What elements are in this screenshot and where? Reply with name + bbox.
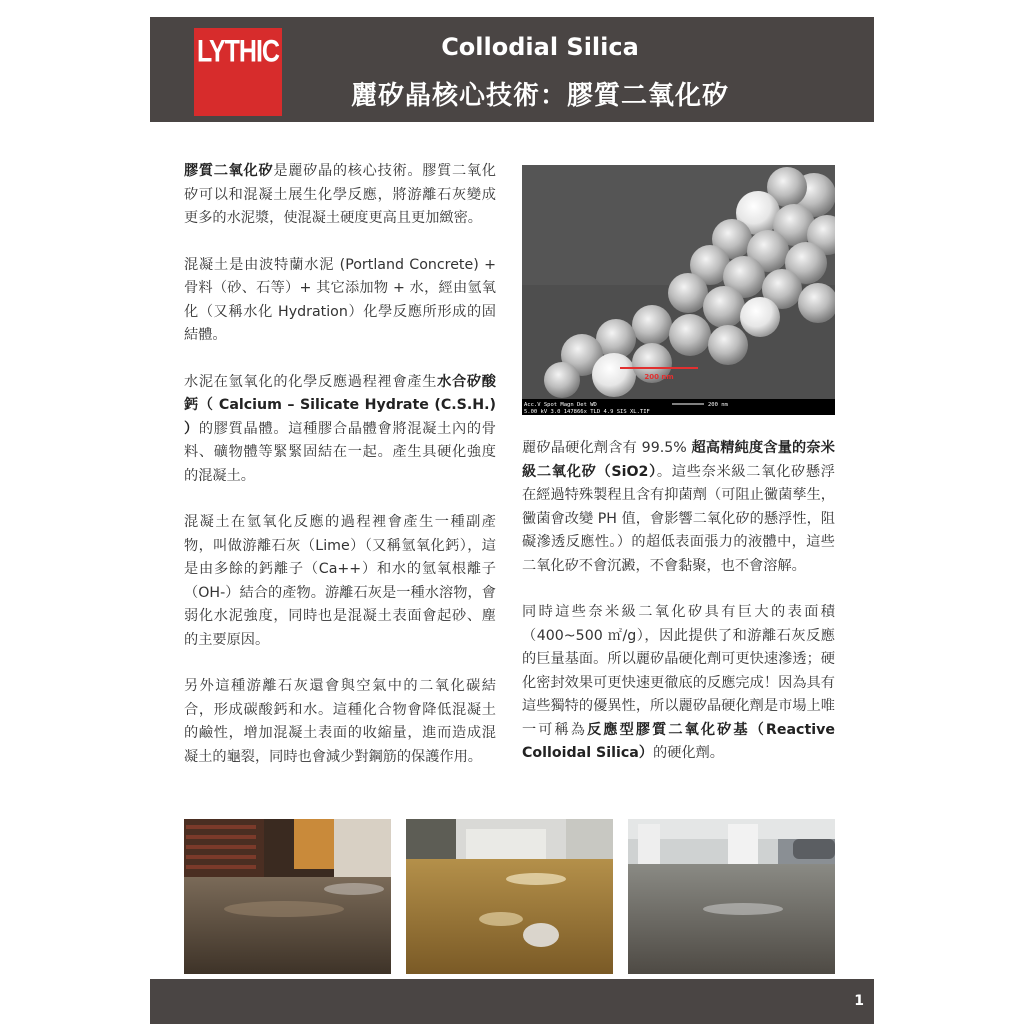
paragraph-text: 。這些奈米級二氧化矽懸浮在經過特殊製程且含有抑菌劑（可阻止黴菌孳生，黴菌會改變 PH 值，會影響二氧化矽的懸浮性，阻礙滲透反應性。）的超低表面張力的液體中，這些二氧化矽不會沉澱，不會黏聚，也不會溶解。 [522, 463, 835, 574]
paragraph-lime [184, 511, 496, 652]
logo-text: LYTHIC [197, 34, 279, 69]
page-title: Collodial Silica [441, 33, 639, 61]
nanoparticle-micrograph [522, 165, 835, 415]
paragraph-text: 的硬化劑。 [653, 745, 724, 761]
paragraph-csh [184, 371, 496, 489]
bold-term: 膠質二氧化矽 [184, 163, 274, 179]
left-text-column [184, 160, 496, 792]
document-page [150, 17, 874, 1024]
photo-showroom-floor [628, 819, 835, 974]
paragraph-carbonation [184, 675, 496, 769]
paragraph-nano-silica [522, 437, 835, 578]
paragraph-text: 是麗矽晶的核心技術。膠質二氧化矽可以和混凝土展生化學反應，將游離石灰變成更多的水泥漿，使混凝土硬度更高且更加緻密。 [184, 163, 496, 226]
paragraph-text: 混凝土是由波特蘭水泥 (Portland Concrete) + 骨料（砂、石等）+ 其它添加物 + 水，經由氫氧化（又稱水化 Hydration）化學反應所形成的固結體。 [184, 256, 496, 343]
sem-info-line2: 5.00 kV 3.0 147866x TLD 4.9 SIS XL.TIF [524, 409, 650, 415]
footer-bar [150, 979, 874, 1024]
page-number: 1 [854, 993, 864, 1009]
scale-label: 200 nm [644, 373, 674, 381]
paragraph-surface-area [522, 601, 835, 766]
paragraph-text: 水泥在氫氧化的化學反應過程裡會產生 [184, 373, 438, 390]
bold-term: 反應型膠質二氧化矽基（Reactive Colloidal Silica） [522, 721, 835, 761]
paragraph-colloidal-silica [184, 160, 496, 231]
paragraph-text: 的膠質晶體。這種膠合晶體會將混凝土內的骨料、礦物體等緊緊固結在一起。產生具硬化強度的混凝土。 [184, 420, 496, 484]
sem-info-line1: Acc.V Spot Magn Det WD [524, 402, 597, 408]
page-subtitle: 麗矽晶核心技術：膠質二氧化矽 [350, 81, 729, 111]
paragraph-text: 同時這些奈米級二氧化矽具有巨大的表面積（400~500 ㎡/g），因此提供了和游離石灰反應的巨量基面。所以麗矽晶硬化劑可更快速滲透；硬化密封效果可更快速更徹底的反應完成！因為具有這些獨特的優異性，所以麗矽晶硬化劑是市場上唯一可稱為 [522, 604, 835, 738]
right-text-column [522, 437, 835, 789]
photo-office-floor [406, 819, 613, 974]
paragraph-concrete [184, 254, 496, 348]
sem-microscope-image [522, 165, 835, 415]
lythic-logo [194, 28, 282, 116]
paragraph-text: 麗矽晶硬化劑含有 99.5% [522, 440, 692, 456]
paragraph-text: 混凝土在氫氧化反應的過程裡會產生一種副產物，叫做游離石灰（Lime）（又稱氫氧化鈣），這是由多餘的鈣離子（Ca++）和水的氫氧根離子（OH-）結合的產物。游離石灰是一種水溶物，會弱化水泥強度，同時也是混凝土表面會起砂、塵的主要原因。 [184, 514, 496, 648]
bold-term: 水合矽酸鈣（ Calcium – Silicate Hydrate (C.S.H.) ） [184, 373, 496, 437]
paragraph-text: 另外這種游離石灰還會與空氣中的二氧化碳結合，形成碳酸鈣和水。這種化合物會降低混凝土的鹼性，增加混凝土表面的收縮量，進而造成混凝土的龜裂，同時也會減少對鋼筋的保護作用。 [184, 678, 496, 765]
photo-wine-store-floor [184, 819, 391, 974]
header-banner [150, 17, 874, 122]
sem-info-scale: 200 nm [708, 402, 728, 408]
bold-term: 超高精純度含量的奈米級二氧化矽（SiO2） [522, 440, 835, 480]
